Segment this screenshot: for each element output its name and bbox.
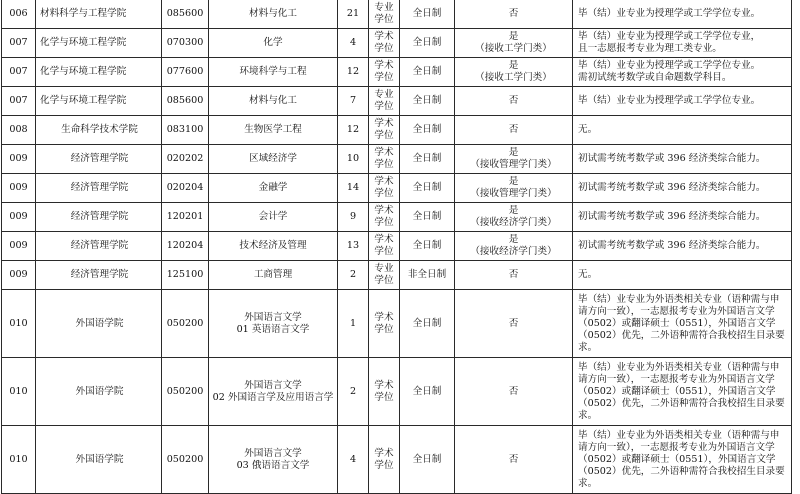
college-name: 生命科学技术学院 <box>36 116 162 145</box>
table-row <box>2 174 792 203</box>
major-name: 外国语言文学 01 英语语言文学 <box>209 290 338 358</box>
requirement-note: 初试需考统考数学或 396 经济类综合能力。 <box>573 203 792 232</box>
major-name: 化学 <box>209 29 338 58</box>
college-code: 006 <box>2 0 36 29</box>
quota: 9 <box>338 203 369 232</box>
college-name: 经济管理学院 <box>36 145 162 174</box>
college-code: 009 <box>2 203 36 232</box>
cross-discipline: 是 （接收管理学门类） <box>455 145 573 174</box>
quota: 2 <box>338 358 369 426</box>
study-mode: 全日制 <box>400 116 455 145</box>
college-code: 007 <box>2 87 36 116</box>
table-row <box>2 358 792 426</box>
cross-discipline: 是 （接收经济学门类） <box>455 203 573 232</box>
degree-type: 专业 学位 <box>369 87 400 116</box>
major-code: 070300 <box>162 29 209 58</box>
major-code: 083100 <box>162 116 209 145</box>
requirement-note: 毕（结）业专业为授理学或工学学位专业， 且一志愿报考专业为理工类专业。 <box>573 29 792 58</box>
degree-type: 学术 学位 <box>369 426 400 494</box>
major-name: 生物医学工程 <box>209 116 338 145</box>
quota: 12 <box>338 58 369 87</box>
table-row <box>2 203 792 232</box>
quota: 1 <box>338 290 369 358</box>
major-name: 金融学 <box>209 174 338 203</box>
major-code: 050200 <box>162 290 209 358</box>
quota: 14 <box>338 174 369 203</box>
cross-discipline: 否 <box>455 426 573 494</box>
requirement-note: 毕（结）业专业为授理学或工学学位专业。 <box>573 0 792 29</box>
table-row <box>2 290 792 358</box>
degree-type: 学术 学位 <box>369 203 400 232</box>
cross-discipline: 否 <box>455 358 573 426</box>
cross-discipline: 是 （接收经济学门类） <box>455 232 573 261</box>
table-row <box>2 29 792 58</box>
college-name: 化学与环境工程学院 <box>36 87 162 116</box>
college-code: 008 <box>2 116 36 145</box>
quota: 12 <box>338 116 369 145</box>
degree-type: 专业 学位 <box>369 261 400 290</box>
study-mode: 全日制 <box>400 87 455 116</box>
study-mode: 全日制 <box>400 58 455 87</box>
degree-type: 学术 学位 <box>369 145 400 174</box>
college-code: 009 <box>2 145 36 174</box>
study-mode: 全日制 <box>400 145 455 174</box>
quota: 13 <box>338 232 369 261</box>
study-mode: 全日制 <box>400 174 455 203</box>
degree-type: 学术 学位 <box>369 290 400 358</box>
college-name: 经济管理学院 <box>36 174 162 203</box>
study-mode: 全日制 <box>400 29 455 58</box>
major-name: 外国语言文学 02 外国语言学及应用语言学 <box>209 358 338 426</box>
study-mode: 全日制 <box>400 426 455 494</box>
major-name: 技术经济及管理 <box>209 232 338 261</box>
college-name: 化学与环境工程学院 <box>36 29 162 58</box>
cross-discipline: 否 <box>455 261 573 290</box>
college-name: 材料科学与工程学院 <box>36 0 162 29</box>
table-row <box>2 145 792 174</box>
cross-discipline: 是 （接收工学门类） <box>455 29 573 58</box>
requirement-note: 无。 <box>573 261 792 290</box>
cross-discipline: 是 （接收工学门类） <box>455 58 573 87</box>
table-row <box>2 426 792 494</box>
cross-discipline: 否 <box>455 0 573 29</box>
admissions-table <box>1 0 792 494</box>
college-code: 007 <box>2 58 36 87</box>
requirement-note: 初试需考统考数学或 396 经济类综合能力。 <box>573 145 792 174</box>
quota: 10 <box>338 145 369 174</box>
table-row <box>2 0 792 29</box>
quota: 4 <box>338 426 369 494</box>
major-code: 050200 <box>162 358 209 426</box>
college-code: 009 <box>2 174 36 203</box>
table-row <box>2 116 792 145</box>
major-code: 120204 <box>162 232 209 261</box>
requirement-note: 毕（结）业专业为外语类相关专业（语种需与申请方向一致），一志愿报考专业为外国语言文学（0502）或翻译硕士（0551），外国语言文学（0502）优先，二外语种需符合我校招生目录要求。 <box>573 358 792 426</box>
quota: 7 <box>338 87 369 116</box>
degree-type: 学术 学位 <box>369 174 400 203</box>
college-code: 010 <box>2 426 36 494</box>
degree-type: 学术 学位 <box>369 358 400 426</box>
requirement-note: 初试需考统考数学或 396 经济类综合能力。 <box>573 174 792 203</box>
degree-type: 学术 学位 <box>369 58 400 87</box>
degree-type: 学术 学位 <box>369 29 400 58</box>
table-row <box>2 87 792 116</box>
major-code: 050200 <box>162 426 209 494</box>
quota: 4 <box>338 29 369 58</box>
requirement-note: 毕（结）业专业为授理学或工学学位专业。 需初试统考数学或自命题数学科目。 <box>573 58 792 87</box>
college-name: 外国语学院 <box>36 358 162 426</box>
requirement-note: 毕（结）业专业为授理学或工学学位专业。 <box>573 87 792 116</box>
table-row <box>2 232 792 261</box>
major-name: 环境科学与工程 <box>209 58 338 87</box>
requirement-note: 无。 <box>573 116 792 145</box>
quota: 2 <box>338 261 369 290</box>
table-row <box>2 261 792 290</box>
requirement-note: 毕（结）业专业为外语类相关专业（语种需与申请方向一致），一志愿报考专业为外国语言文学（0502）或翻译硕士（0551），外国语言文学（0502）优先，二外语种需符合我校招生目录要求。 <box>573 426 792 494</box>
major-name: 会计学 <box>209 203 338 232</box>
college-name: 经济管理学院 <box>36 203 162 232</box>
cross-discipline: 是 （接收管理学门类） <box>455 174 573 203</box>
major-code: 120201 <box>162 203 209 232</box>
cross-discipline: 否 <box>455 290 573 358</box>
college-code: 009 <box>2 232 36 261</box>
major-code: 020202 <box>162 145 209 174</box>
degree-type: 学术 学位 <box>369 232 400 261</box>
study-mode: 全日制 <box>400 358 455 426</box>
college-name: 化学与环境工程学院 <box>36 58 162 87</box>
major-code: 077600 <box>162 58 209 87</box>
college-code: 010 <box>2 358 36 426</box>
college-name: 经济管理学院 <box>36 261 162 290</box>
major-name: 外国语言文学 03 俄语语言文学 <box>209 426 338 494</box>
study-mode: 非全日制 <box>400 261 455 290</box>
college-code: 007 <box>2 29 36 58</box>
degree-type: 专业 学位 <box>369 0 400 29</box>
requirement-note: 初试需考统考数学或 396 经济类综合能力。 <box>573 232 792 261</box>
college-name: 经济管理学院 <box>36 232 162 261</box>
quota: 21 <box>338 0 369 29</box>
major-code: 125100 <box>162 261 209 290</box>
major-code: 085600 <box>162 87 209 116</box>
degree-type: 学术 学位 <box>369 116 400 145</box>
college-name: 外国语学院 <box>36 290 162 358</box>
major-name: 材料与化工 <box>209 87 338 116</box>
requirement-note: 毕（结）业专业为外语类相关专业（语种需与申请方向一致），一志愿报考专业为外国语言文学（0502）或翻译硕士（0551），外国语言文学（0502）优先，二外语种需符合我校招生目录要求。 <box>573 290 792 358</box>
study-mode: 全日制 <box>400 0 455 29</box>
major-name: 材料与化工 <box>209 0 338 29</box>
table-row <box>2 58 792 87</box>
college-name: 外国语学院 <box>36 426 162 494</box>
cross-discipline: 否 <box>455 116 573 145</box>
study-mode: 全日制 <box>400 290 455 358</box>
major-name: 工商管理 <box>209 261 338 290</box>
study-mode: 全日制 <box>400 232 455 261</box>
major-name: 区域经济学 <box>209 145 338 174</box>
college-code: 010 <box>2 290 36 358</box>
cross-discipline: 否 <box>455 87 573 116</box>
major-code: 085600 <box>162 0 209 29</box>
study-mode: 全日制 <box>400 203 455 232</box>
major-code: 020204 <box>162 174 209 203</box>
college-code: 009 <box>2 261 36 290</box>
